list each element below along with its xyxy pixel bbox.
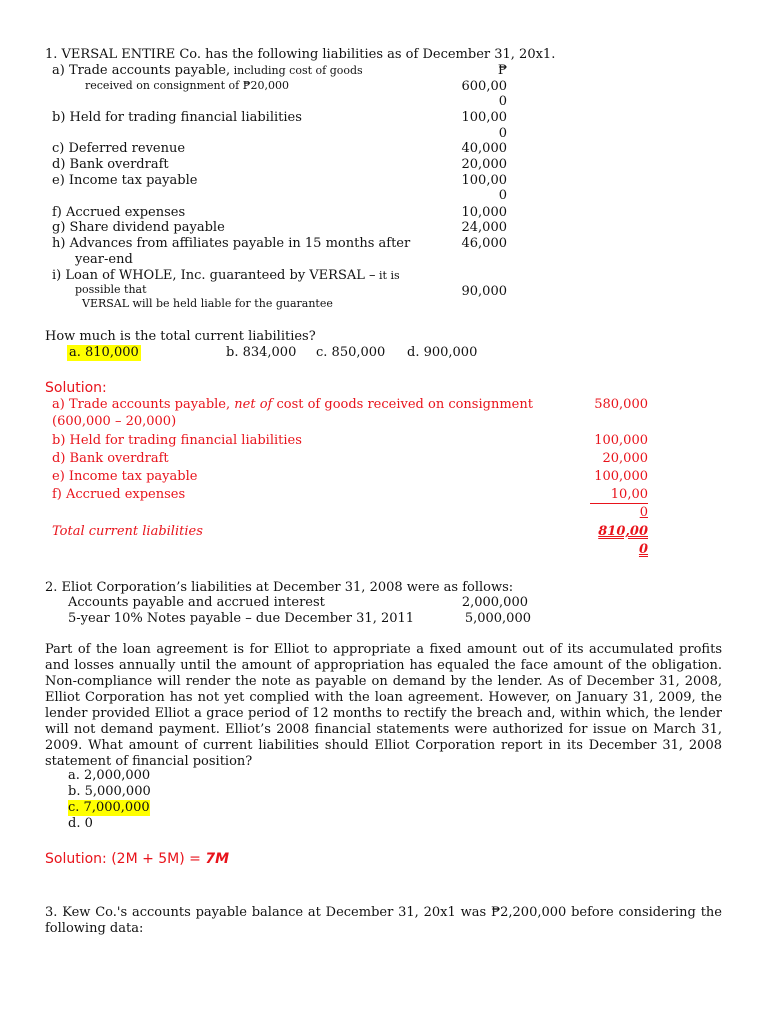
q1-item-e: e) Income tax payable — [52, 173, 198, 188]
q1-item-a — [52, 63, 363, 79]
q1-title: 1. VERSAL ENTIRE Co. has the following liabilities as of December 31, 20x1. — [45, 47, 556, 62]
q1-choice-b: b. 834,000 — [226, 345, 297, 360]
q1-solution-a-sub: (600,000 – 20,000) — [52, 414, 177, 429]
q1-item-a-amount-wrap: 0 — [498, 94, 507, 109]
q1-item-b-amount-wrap: 0 — [498, 126, 507, 141]
q1-item-h-cont: year-end — [75, 252, 133, 267]
q1-solution-f-amount: 10,00 — [590, 487, 648, 504]
q1-solution-d: d) Bank overdraft — [52, 451, 169, 466]
q1-item-i-cont: possible that — [75, 283, 147, 296]
q1-item-e-amount: 100,00 — [461, 173, 507, 188]
q1-choice-c: c. 850,000 — [316, 345, 386, 360]
q2-row-notes-payable-amount: 5,000,000 — [464, 611, 531, 626]
q1-item-a-label-cont: received on consignment of ₱20,000 — [85, 79, 289, 92]
q1-item-i-label-small: it is — [375, 269, 400, 282]
q1-solution-total: 810,00 — [598, 524, 648, 539]
q2-solution — [45, 850, 229, 868]
q1-item-i — [52, 268, 400, 284]
q2-row-accounts-payable-amount: 2,000,000 — [461, 595, 528, 610]
q1-item-i-cont-2: VERSAL will be held liable for the guarantee — [82, 297, 333, 310]
q1-item-a-label-small: including cost of goods — [230, 64, 363, 77]
q1-solution-d-amount: 20,000 — [602, 451, 648, 466]
q1-item-h: h) Advances from affiliates payable in 15 months after — [52, 236, 411, 251]
q1-item-e-amount-wrap: 0 — [498, 188, 507, 203]
q1-solution-a-post: cost of goods received on consignment — [272, 397, 533, 412]
q1-solution-b-amount: 100,000 — [594, 433, 648, 448]
q1-solution-heading: Solution: — [45, 380, 107, 396]
q2-choice-a: a. 2,000,000 — [68, 768, 151, 783]
q1-solution-e-amount: 100,000 — [594, 469, 648, 484]
q2-title: 2. Eliot Corporation’s liabilities at December 31, 2008 were as follows: — [45, 580, 514, 595]
q1-solution-e: e) Income tax payable — [52, 469, 198, 484]
q1-solution-f: f) Accrued expenses — [52, 487, 186, 502]
q1-solution-a-pre: a) Trade accounts payable, — [52, 397, 235, 412]
q1-solution-a-ital: net of — [234, 397, 273, 412]
q1-solution-total-wrap: 0 — [638, 542, 648, 557]
q1-item-d-amount: 20,000 — [461, 157, 507, 172]
q1-item-g-amount: 24,000 — [461, 220, 507, 235]
q1-item-h-amount: 46,000 — [461, 236, 507, 251]
q1-item-c: c) Deferred revenue — [52, 141, 186, 156]
q1-solution-f-amount-wrap: 0 — [639, 505, 648, 520]
q1-choice-d: d. 900,000 — [407, 345, 478, 360]
q2-choice-d: d. 0 — [68, 816, 93, 831]
q1-item-b-amount: 100,00 — [461, 110, 507, 125]
q2-row-notes-payable: 5-year 10% Notes payable – due December 31, 2011 — [68, 611, 415, 626]
q1-item-g: g) Share dividend payable — [52, 220, 225, 235]
q1-item-a-amount: 600,00 — [461, 79, 507, 94]
q1-item-d: d) Bank overdraft — [52, 157, 169, 172]
q1-solution-total-label: Total current liabilities — [52, 524, 203, 539]
q1-item-b: b) Held for trading financial liabilities — [52, 110, 302, 125]
q1-item-a-label: a) Trade accounts payable, — [52, 63, 231, 78]
q1-item-f-amount: 10,000 — [461, 205, 507, 220]
q1-choice-a: a. 810,000 — [69, 345, 139, 360]
q1-item-f: f) Accrued expenses — [52, 205, 186, 220]
q2-solution-answer: 7M — [205, 851, 230, 867]
q2-solution-text: Solution: (2M + 5M) = — [45, 851, 206, 867]
q2-row-accounts-payable: Accounts payable and accrued interest — [68, 595, 325, 610]
q1-solution-a-amount: 580,000 — [594, 397, 648, 412]
q2-paragraph: Part of the loan agreement is for Elliot to appropriate a fixed amount out of its accumulated profits and losses annually until the amount of appropriation has equaled the face amount of the obligation. Non-compliance will render the note as payable on demand by the lender. As of December 31, 2008, Elliot Corporation has not yet complied with the loan agreement. However, on January 31, 2009, the lender provided Elliot a grace period of 12 months to rectify the breach and, within which, the lender will not demand payment. Elliot’s 2008 financial statements were authorized for issue on March 31, 2009. What amount of current liabilities should Elliot Corporation report in its December 31, 2008 statement of financial position? — [45, 642, 722, 769]
q1-item-i-label: i) Loan of WHOLE, Inc. guaranteed by VERSAL – — [52, 268, 376, 283]
q1-solution-a — [52, 397, 533, 413]
q1-item-c-amount: 40,000 — [461, 141, 507, 156]
q1-item-a-currency: ₱ — [497, 63, 507, 78]
q1-solution-b: b) Held for trading financial liabilities — [52, 433, 302, 448]
q1-item-i-amount: 90,000 — [461, 284, 507, 299]
q3-paragraph: 3. Kew Co.'s accounts payable balance at December 31, 20x1 was ₱2,200,000 before considering the following data: — [45, 905, 722, 936]
q2-choice-b: b. 5,000,000 — [68, 784, 151, 799]
q1-question: How much is the total current liabilities? — [45, 329, 316, 344]
q2-choice-c: c. 7,000,000 — [68, 800, 150, 815]
